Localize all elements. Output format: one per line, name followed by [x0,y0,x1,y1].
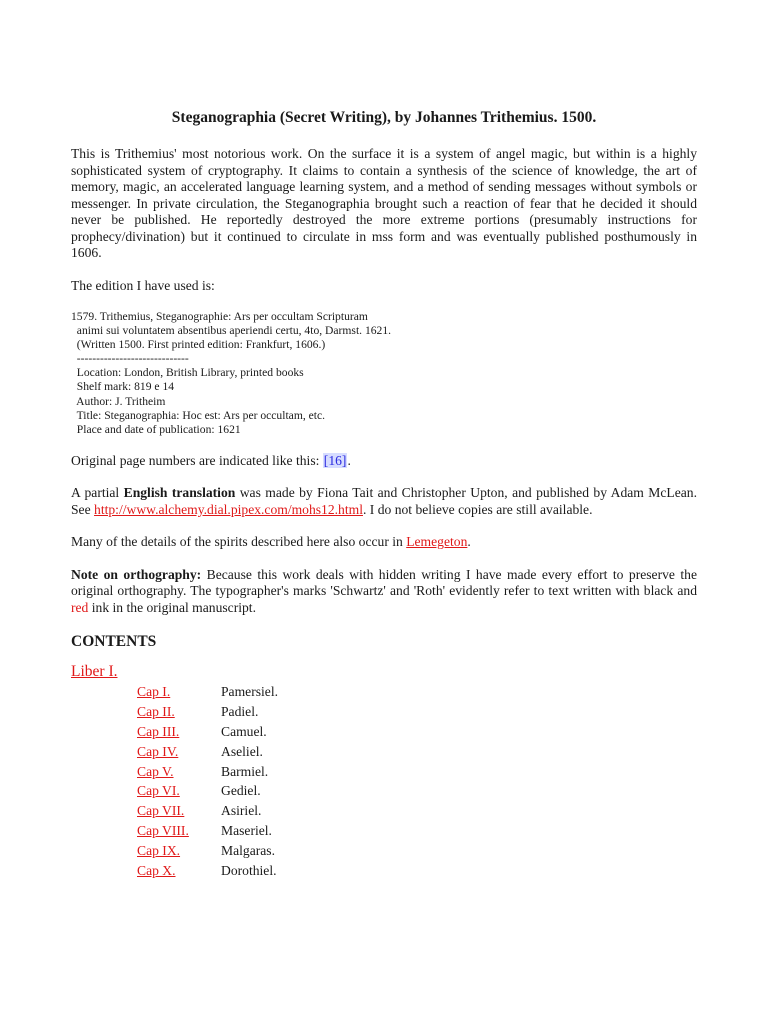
spirit-name: Dorothiel. [221,862,277,878]
chapter-row [137,762,278,782]
mclean-link[interactable]: http://www.alchemy.dial.pipex.com/mohs12.html [94,501,363,517]
chapter-row [137,821,278,841]
chapter-row [137,781,278,801]
chapter-link[interactable]: Cap II. [137,704,175,720]
spirit-name: Padiel. [221,704,259,720]
edition-line: Author: J. Tritheim [71,394,166,408]
chapter-link[interactable]: Cap VII. [137,803,185,819]
spirit-name: Barmiel. [221,763,269,779]
edition-intro: The edition I have used is: [71,277,215,293]
page-number-note: Original page numbers are indicated like this: [16]. [71,452,351,468]
edition-line: 1579. Trithemius, Steganographie: Ars per occultam Scripturam [71,310,368,323]
chapter-row [137,722,278,742]
edition-line: Shelf mark: 819 e 14 [71,380,175,394]
orthography-paragraph: Note on orthography: Because this work deals with hidden writing I have made every effort to preserve the original orthography. The typographer's marks 'Schwartz' and 'Roth' evidently refer to text written with black and red ink in the original manuscript. [71,566,697,615]
chapter-row [137,682,278,702]
liber-i-link[interactable]: Liber I. [71,663,118,681]
document-page [71,108,697,880]
spirit-name: Camuel. [221,723,267,739]
lemegeton-link[interactable]: Lemegeton [406,534,468,550]
spirit-name: Maseriel. [221,822,272,838]
chapter-row [137,742,278,762]
chapter-link[interactable]: Cap VI. [137,783,180,799]
red-word: red [71,599,89,615]
chapter-link[interactable]: Cap X. [137,862,176,878]
edition-line: Title: Steganographia: Hoc est: Ars per occultam, etc. [71,408,326,422]
page-title: Steganographia (Secret Writing), by Johannes Trithemius. 1500. [171,109,597,126]
chapter-row [137,861,278,881]
chapter-link[interactable]: Cap IV. [137,743,179,759]
edition-line: Location: London, British Library, printed books [71,366,304,380]
spirit-name: Asiriel. [221,803,262,819]
edition-citation [71,310,697,437]
chapter-link[interactable]: Cap III. [137,723,180,739]
edition-line: animi sui voluntatem absentibus aperiendi certu, 4to, Darmst. 1621. [71,324,392,338]
spirit-name: Pamersiel. [221,684,279,700]
spirit-name: Gediel. [221,783,261,799]
edition-line: ----------------------------- [71,352,189,366]
chapter-link[interactable]: Cap VIII. [137,822,189,838]
chapter-list [137,682,278,880]
chapter-row [137,702,278,722]
contents-heading: CONTENTS [71,633,157,651]
spirit-name: Aseliel. [221,743,263,759]
chapter-link[interactable]: Cap IX. [137,842,181,858]
chapter-link[interactable]: Cap V. [137,763,174,779]
page-number-example: [16] [323,452,347,468]
chapter-row [137,801,278,821]
edition-line: (Written 1500. First printed edition: Frankfurt, 1606.) [71,338,326,352]
spirit-name: Malgaras. [221,842,275,858]
chapter-row [137,841,278,861]
edition-line: Place and date of publication: 1621 [71,422,241,436]
orthography-label: Note on orthography: [71,566,202,582]
spirits-paragraph: Many of the details of the spirits described here also occur in Lemegeton. [71,534,471,550]
chapter-link[interactable]: Cap I. [137,684,171,700]
english-translation-label: English translation [123,485,236,501]
translation-paragraph: A partial English translation was made by Fiona Tait and Christopher Upton, and published by Adam McLean. See http://www.alchemy.dial.pipex.com/mohs12.html. I do not believe copies are still available. [71,485,697,517]
intro-paragraph: This is Trithemius' most notorious work. On the surface it is a system of angel magic, but within is a highly sophisticated system of cryptography. It claims to contain a synthesis of the science of knowledge, the art of memory, magic, an accelerated language learning system, and a method of sending messages without symbols or messenger. In private circulation, the Steganographia brought such a reaction of fear that he decided it should never be published. He reportedly destroyed the more extreme portions (presumably instructions for prophecy/divination) but it continued to circulate in mss form and was eventually published posthumously in 1606. [71,146,697,260]
